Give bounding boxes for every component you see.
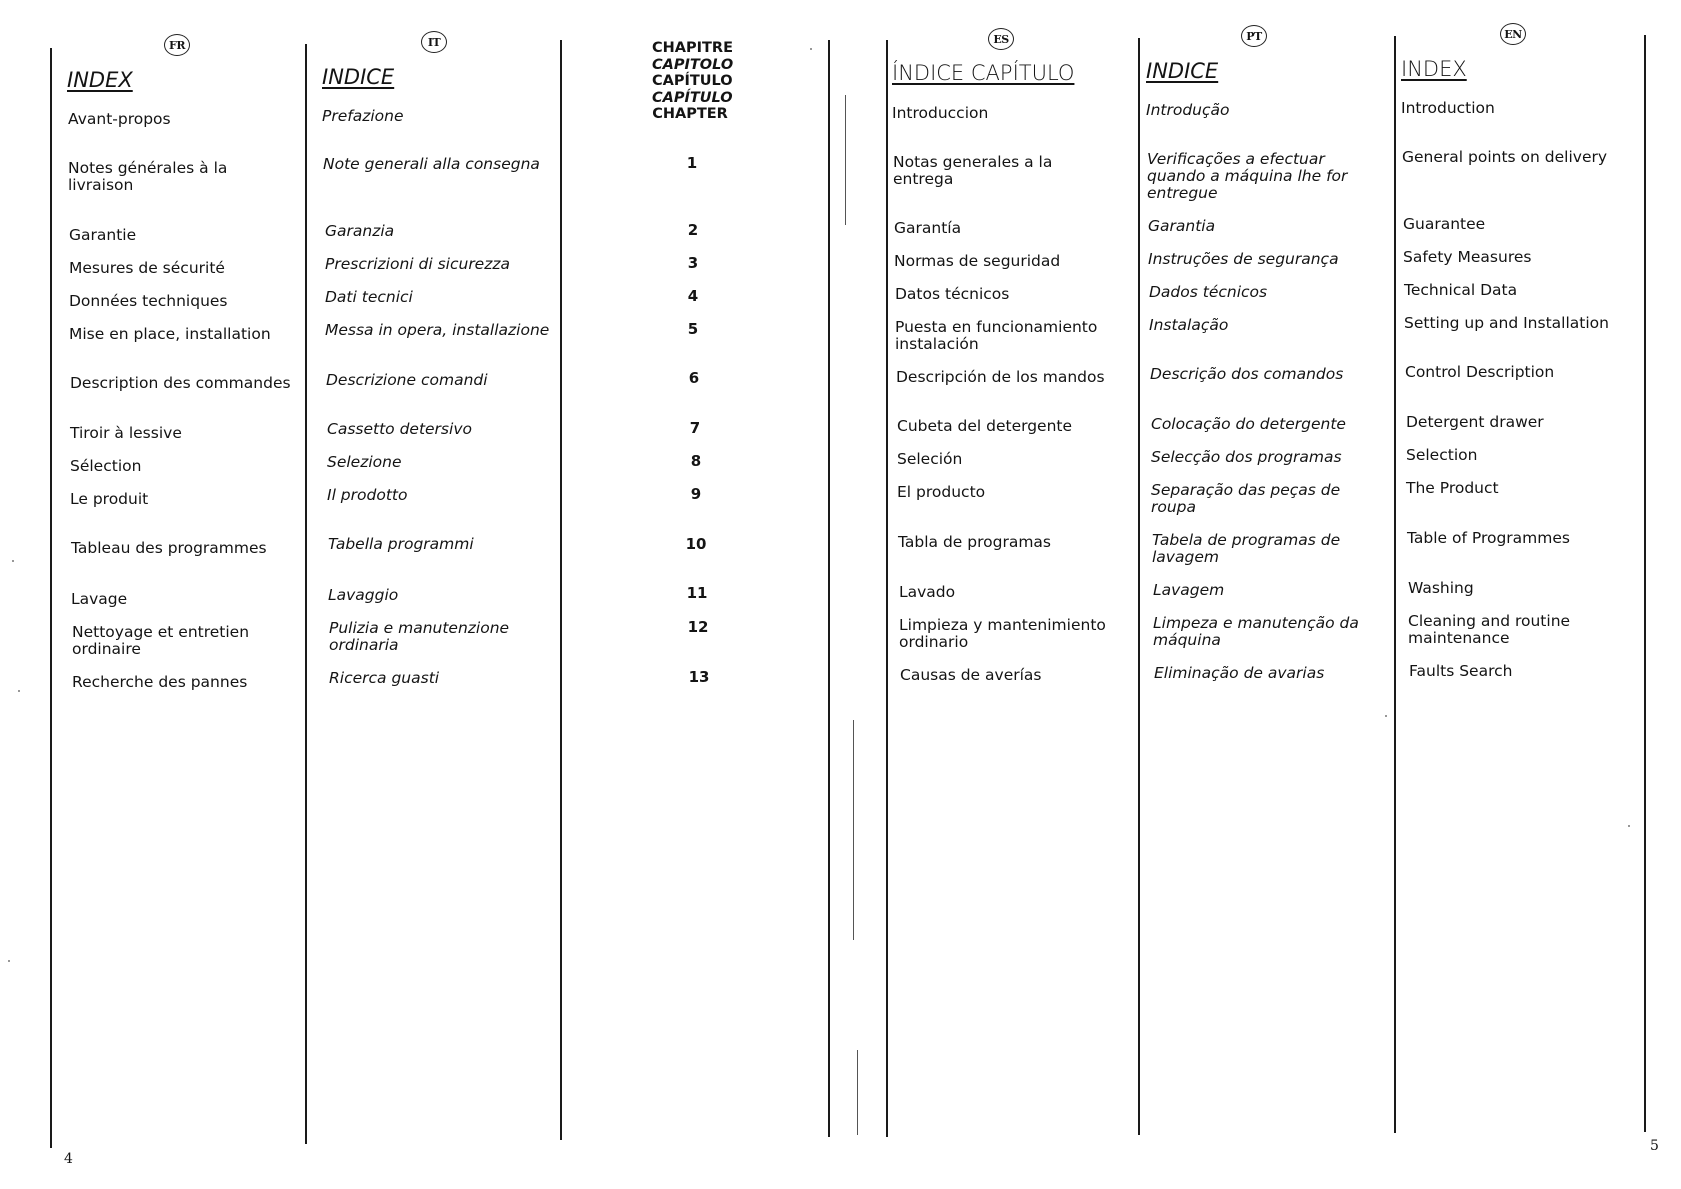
index-entry: El producto	[897, 483, 986, 501]
language-badge-fr: FR	[164, 34, 190, 56]
index-entry: Setting up and Installation	[1404, 314, 1609, 332]
page-number-left: 4	[64, 1151, 73, 1167]
index-entry: Note generali alla consegna	[323, 155, 540, 173]
index-entry: Tabla de programas	[898, 533, 1052, 551]
column-rule	[305, 44, 307, 1144]
chapter-number: 7	[689, 419, 701, 437]
index-entry: Guarantee	[1403, 215, 1486, 233]
index-entry: Table of Programmes	[1407, 529, 1570, 547]
index-entry: Prescrizioni di sicurezza	[325, 255, 510, 273]
index-entry: Introduction	[1401, 99, 1495, 117]
index-entry: Garantia	[1148, 217, 1216, 235]
index-entry: Lavage	[71, 590, 128, 608]
chapter-number: 1	[686, 154, 698, 172]
column-rule	[50, 48, 52, 1148]
scan-speck	[1628, 825, 1630, 827]
index-entry: Prefazione	[322, 107, 404, 125]
index-entry: Notes générales à la livraison	[68, 159, 228, 194]
chapter-header-pt: CAPÍTULO	[652, 89, 733, 106]
index-entry: Control Description	[1405, 363, 1555, 381]
chapter-header-fr: CHAPITRE	[652, 40, 733, 56]
index-title-es: ÍNDICE CAPÍTULO	[892, 61, 1075, 85]
chapter-number: 5	[687, 320, 699, 338]
index-entry: Puesta en funcionamiento instalación	[895, 318, 1098, 353]
scan-speck	[18, 690, 20, 692]
chapter-number: 9	[690, 485, 702, 503]
column-rule	[1138, 38, 1140, 1135]
index-entry: Données techniques	[69, 292, 228, 310]
index-entry: Faults Search	[1409, 662, 1513, 680]
index-entry: Selezione	[327, 453, 402, 471]
chapter-number: 8	[690, 452, 702, 470]
index-entry: Safety Measures	[1403, 248, 1532, 266]
index-entry: Introdução	[1146, 101, 1230, 119]
index-entry: Dati tecnici	[325, 288, 413, 306]
index-entry: Cubeta del detergente	[897, 417, 1073, 435]
index-entry: Causas de averías	[900, 666, 1042, 684]
scan-speck	[810, 48, 812, 50]
index-entry: Il prodotto	[327, 486, 408, 504]
index-entry: Description des commandes	[70, 374, 291, 392]
index-entry: Limpieza y mantenimiento ordinario	[899, 616, 1106, 651]
spine-rule	[845, 95, 846, 225]
index-entry: Limpeza e manutenção da máquina	[1153, 614, 1359, 649]
index-entry: Selecção dos programas	[1151, 448, 1342, 466]
index-title-pt: INDICE	[1146, 59, 1219, 83]
index-entry: Detergent drawer	[1406, 413, 1544, 431]
index-entry: Nettoyage et entretien ordinaire	[72, 623, 250, 658]
index-entry: Instalação	[1149, 316, 1229, 334]
index-entry: Normas de seguridad	[894, 252, 1061, 270]
index-entry: Descripción de los mandos	[896, 368, 1105, 386]
index-entry: The Product	[1406, 479, 1499, 497]
index-entry: Notas generales a la entrega	[893, 153, 1053, 188]
index-entry: Introduccion	[892, 104, 989, 122]
index-entry: Washing	[1408, 579, 1474, 597]
column-rule	[886, 40, 888, 1137]
index-entry: Dados técnicos	[1149, 283, 1268, 301]
index-entry: General points on delivery	[1402, 148, 1608, 166]
index-title-en: INDEX	[1401, 57, 1467, 81]
chapter-number: 4	[687, 287, 699, 305]
spine-rule	[857, 1050, 858, 1135]
index-entry: Lavaggio	[328, 586, 399, 604]
index-entry: Technical Data	[1404, 281, 1518, 299]
index-entry: Descrizione comandi	[326, 371, 488, 389]
chapter-header	[652, 40, 734, 123]
chapter-header-es: CAPÍTULO	[652, 73, 733, 89]
index-entry: Tabella programmi	[328, 535, 474, 553]
index-entry: Avant-propos	[68, 110, 171, 128]
index-title-fr: INDEX	[67, 68, 133, 92]
chapter-number: 13	[688, 668, 710, 686]
index-entry: Cleaning and routine maintenance	[1408, 612, 1571, 647]
index-entry: Tiroir à lessive	[70, 424, 182, 442]
chapter-number: 12	[687, 618, 709, 636]
index-entry: Eliminação de avarias	[1154, 664, 1325, 682]
index-entry: Mise en place, installation	[69, 325, 271, 343]
index-entry: Garantie	[69, 226, 137, 244]
language-badge-it: IT	[421, 31, 447, 53]
index-entry: Ricerca guasti	[329, 669, 440, 687]
spine-rule	[853, 720, 854, 940]
index-entry: Mesures de sécurité	[69, 259, 225, 277]
index-entry: Tableau des programmes	[71, 539, 267, 557]
chapter-number: 6	[688, 369, 700, 387]
index-entry: Separação das peças de roupa	[1151, 481, 1341, 516]
column-rule	[560, 40, 562, 1140]
scan-speck	[12, 560, 14, 562]
chapter-header-it: CAPITOLO	[652, 56, 734, 73]
index-entry: Descrição dos comandos	[1150, 365, 1344, 383]
index-entry: Cassetto detersivo	[327, 420, 472, 438]
index-entry: Seleción	[897, 450, 963, 468]
chapter-number: 3	[687, 254, 699, 272]
index-title-it: INDICE	[322, 65, 395, 89]
index-entry: Le produit	[70, 490, 149, 508]
index-entry: Datos técnicos	[895, 285, 1010, 303]
index-entry: Pulizia e manutenzione ordinaria	[329, 619, 510, 654]
scan-speck	[1385, 715, 1387, 717]
index-entry: Sélection	[70, 457, 142, 475]
language-badge-pt: PT	[1241, 25, 1267, 47]
index-entry: Verificações a efectuar quando a máquina lhe for entregue	[1147, 150, 1348, 202]
index-entry: Colocação do detergente	[1151, 415, 1346, 433]
index-entry: Lavado	[899, 583, 956, 601]
scan-speck	[8, 960, 10, 962]
chapter-number: 11	[686, 584, 708, 602]
index-entry: Selection	[1406, 446, 1478, 464]
index-entry: Garanzia	[325, 222, 395, 240]
language-badge-es: ES	[988, 28, 1014, 50]
column-rule	[828, 40, 830, 1137]
column-rule	[1394, 36, 1396, 1133]
page-number-right: 5	[1650, 1138, 1659, 1154]
index-entry: Lavagem	[1153, 581, 1225, 599]
index-entry: Tabela de programas de lavagem	[1152, 531, 1341, 566]
chapter-number: 2	[687, 221, 699, 239]
index-entry: Garantía	[894, 219, 962, 237]
index-entry: Recherche des pannes	[72, 673, 248, 691]
chapter-number: 10	[685, 535, 707, 553]
column-rule	[1644, 35, 1646, 1132]
index-entry: Instruções de segurança	[1148, 250, 1339, 268]
index-entry: Messa in opera, installazione	[325, 321, 550, 339]
language-badge-en: EN	[1500, 23, 1526, 45]
chapter-header-en: CHAPTER	[652, 106, 728, 122]
